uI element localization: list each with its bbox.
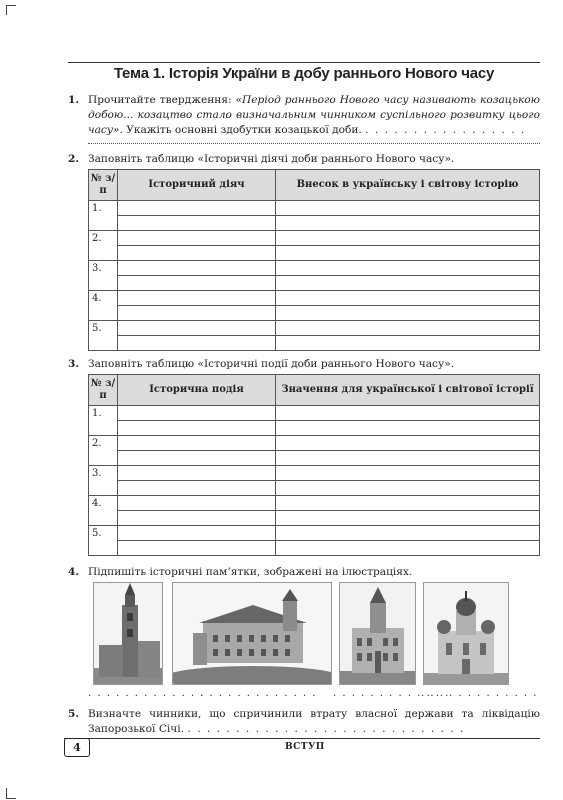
cell[interactable] (118, 246, 276, 261)
row-number: 2. (89, 231, 118, 246)
section-label: ВСТУП (285, 742, 325, 752)
cell[interactable] (118, 436, 276, 451)
table-row[interactable] (89, 291, 540, 306)
cell[interactable] (118, 216, 276, 231)
col-header-contribution: Внесок в українську і світову історію (276, 170, 540, 201)
task-number: 5. (68, 708, 80, 720)
row-number: 4. (89, 291, 118, 306)
cell[interactable] (118, 481, 276, 496)
table-row[interactable] (89, 436, 540, 451)
row-number: 1. (89, 201, 118, 216)
table-row[interactable] (89, 526, 540, 541)
task-number: 1. (68, 94, 80, 106)
cell[interactable] (276, 451, 540, 466)
cell[interactable] (118, 421, 276, 436)
col-header-event: Історична подія (118, 375, 276, 406)
cell[interactable] (118, 276, 276, 291)
row-number: 5. (89, 321, 118, 336)
cell[interactable] (276, 246, 540, 261)
cell[interactable] (276, 321, 540, 336)
table-header-row (89, 170, 540, 201)
table-row[interactable] (89, 231, 540, 246)
table-row[interactable] (89, 466, 540, 481)
table-row[interactable] (89, 306, 540, 321)
row-number (89, 276, 118, 291)
landmark-photo-church (423, 582, 509, 685)
table-row[interactable] (89, 336, 540, 351)
cell[interactable] (276, 336, 540, 351)
caption-line-1[interactable]: . . . . . . . . . . . . . (88, 688, 205, 699)
row-number (89, 216, 118, 231)
row-number (89, 451, 118, 466)
task-text: Заповніть таблицю «Історичні події доби раннього Нового часу». (88, 358, 455, 370)
table-row[interactable] (89, 321, 540, 336)
table-row[interactable] (89, 481, 540, 496)
row-number (89, 306, 118, 321)
task-1 (68, 93, 540, 138)
cell[interactable] (276, 496, 540, 511)
row-number: 3. (89, 261, 118, 276)
row-number: 3. (89, 466, 118, 481)
task-quote: «Період раннього Нового часу називають козацькою добою... козацтво стало визначальним чинником суспільного розвитку цього часу» (88, 94, 540, 136)
landmark-photo-castle (172, 582, 332, 685)
answer-dots[interactable]: . . . . . . . . . . . . . . . . . . . . . . . . . . . . . (187, 723, 465, 735)
row-number (89, 481, 118, 496)
task-number: 4. (68, 566, 80, 578)
cell[interactable] (118, 451, 276, 466)
col-header-figure: Історичний діяч (118, 170, 276, 201)
task-text: Заповніть таблицю «Історичні діячі доби раннього Нового часу». (88, 153, 455, 165)
page-title: Тема 1. Історія України в добу раннього Нового часу (68, 62, 540, 82)
row-number (89, 246, 118, 261)
crop-mark-top-left (6, 5, 7, 15)
cell[interactable] (276, 526, 540, 541)
cell[interactable] (276, 466, 540, 481)
cell[interactable] (276, 216, 540, 231)
task-5 (68, 707, 540, 737)
table-row[interactable] (89, 246, 540, 261)
table-historical-figures (88, 169, 540, 351)
cell[interactable] (118, 336, 276, 351)
cell[interactable] (118, 201, 276, 216)
cell[interactable] (276, 231, 540, 246)
table-row[interactable] (89, 201, 540, 216)
task-tail: . Укажіть основні здобутки козацької доби. (119, 124, 362, 136)
cell[interactable] (276, 306, 540, 321)
task-text (88, 707, 540, 737)
row-number (89, 541, 118, 556)
cell[interactable] (276, 261, 540, 276)
caption-line-2[interactable]: . . . . . . . . . . . . . (200, 688, 317, 699)
landmark-photo-town-hall (339, 582, 416, 685)
footer-rule (64, 738, 540, 739)
cell[interactable] (118, 496, 276, 511)
cell[interactable] (118, 526, 276, 541)
table-header-row (89, 375, 540, 406)
cell[interactable] (276, 481, 540, 496)
table-row[interactable] (89, 496, 540, 511)
task-text: Підпишіть історичні пам’ятки, зображені на ілюстраціях. (88, 566, 413, 578)
row-number (89, 511, 118, 526)
task-3 (68, 357, 540, 372)
cell[interactable] (276, 421, 540, 436)
row-number: 4. (89, 496, 118, 511)
landmark-photo-tower (93, 582, 163, 685)
cell[interactable] (118, 511, 276, 526)
row-number: 2. (89, 436, 118, 451)
table-row[interactable] (89, 421, 540, 436)
crop-mark-bottom-left (6, 798, 16, 799)
table-row[interactable] (89, 511, 540, 526)
cell[interactable] (276, 276, 540, 291)
task-text (88, 93, 540, 138)
task-2 (68, 152, 540, 167)
cell[interactable] (118, 306, 276, 321)
cell[interactable] (276, 511, 540, 526)
table-row[interactable] (89, 216, 540, 231)
cell[interactable] (276, 201, 540, 216)
answer-dots[interactable]: . . . . . . . . . . . . . . . . . (365, 124, 526, 136)
cell[interactable] (118, 231, 276, 246)
table-row[interactable] (89, 276, 540, 291)
cell[interactable] (276, 436, 540, 451)
col-header-number: № з/п (89, 170, 118, 201)
table-row[interactable] (89, 406, 540, 421)
cell[interactable] (118, 466, 276, 481)
col-header-number: № з/п (89, 375, 118, 406)
cell[interactable] (118, 291, 276, 306)
cell[interactable] (118, 406, 276, 421)
row-number (89, 421, 118, 436)
answer-line[interactable] (88, 143, 540, 144)
task-number: 2. (68, 153, 80, 165)
task-lead: Прочитайте твердження: (88, 94, 236, 106)
task-number: 3. (68, 358, 80, 370)
row-number (89, 336, 118, 351)
caption-line-3[interactable]: . . . . . . . . . . . . . (333, 688, 450, 699)
cell[interactable] (118, 321, 276, 336)
row-number: 1. (89, 406, 118, 421)
cell[interactable] (276, 541, 540, 556)
table-historical-events (88, 374, 540, 556)
table-row[interactable] (89, 541, 540, 556)
task-text-content: Визначте чинники, що спричинили втрату власної держави та ліквідацію Запорозької Січі. (88, 708, 540, 735)
table-row[interactable] (89, 451, 540, 466)
crop-mark-bottom-left (6, 788, 7, 798)
cell[interactable] (118, 541, 276, 556)
row-number: 5. (89, 526, 118, 541)
task-4 (68, 565, 540, 580)
page-number: 4 (64, 738, 90, 757)
cell[interactable] (118, 261, 276, 276)
cell[interactable] (276, 406, 540, 421)
col-header-significance: Значення для української і світової історії (276, 375, 540, 406)
table-row[interactable] (89, 261, 540, 276)
caption-line-4[interactable]: . . . . . . . . . . . . . (421, 688, 538, 699)
crop-mark-top-left (6, 5, 16, 6)
cell[interactable] (276, 291, 540, 306)
